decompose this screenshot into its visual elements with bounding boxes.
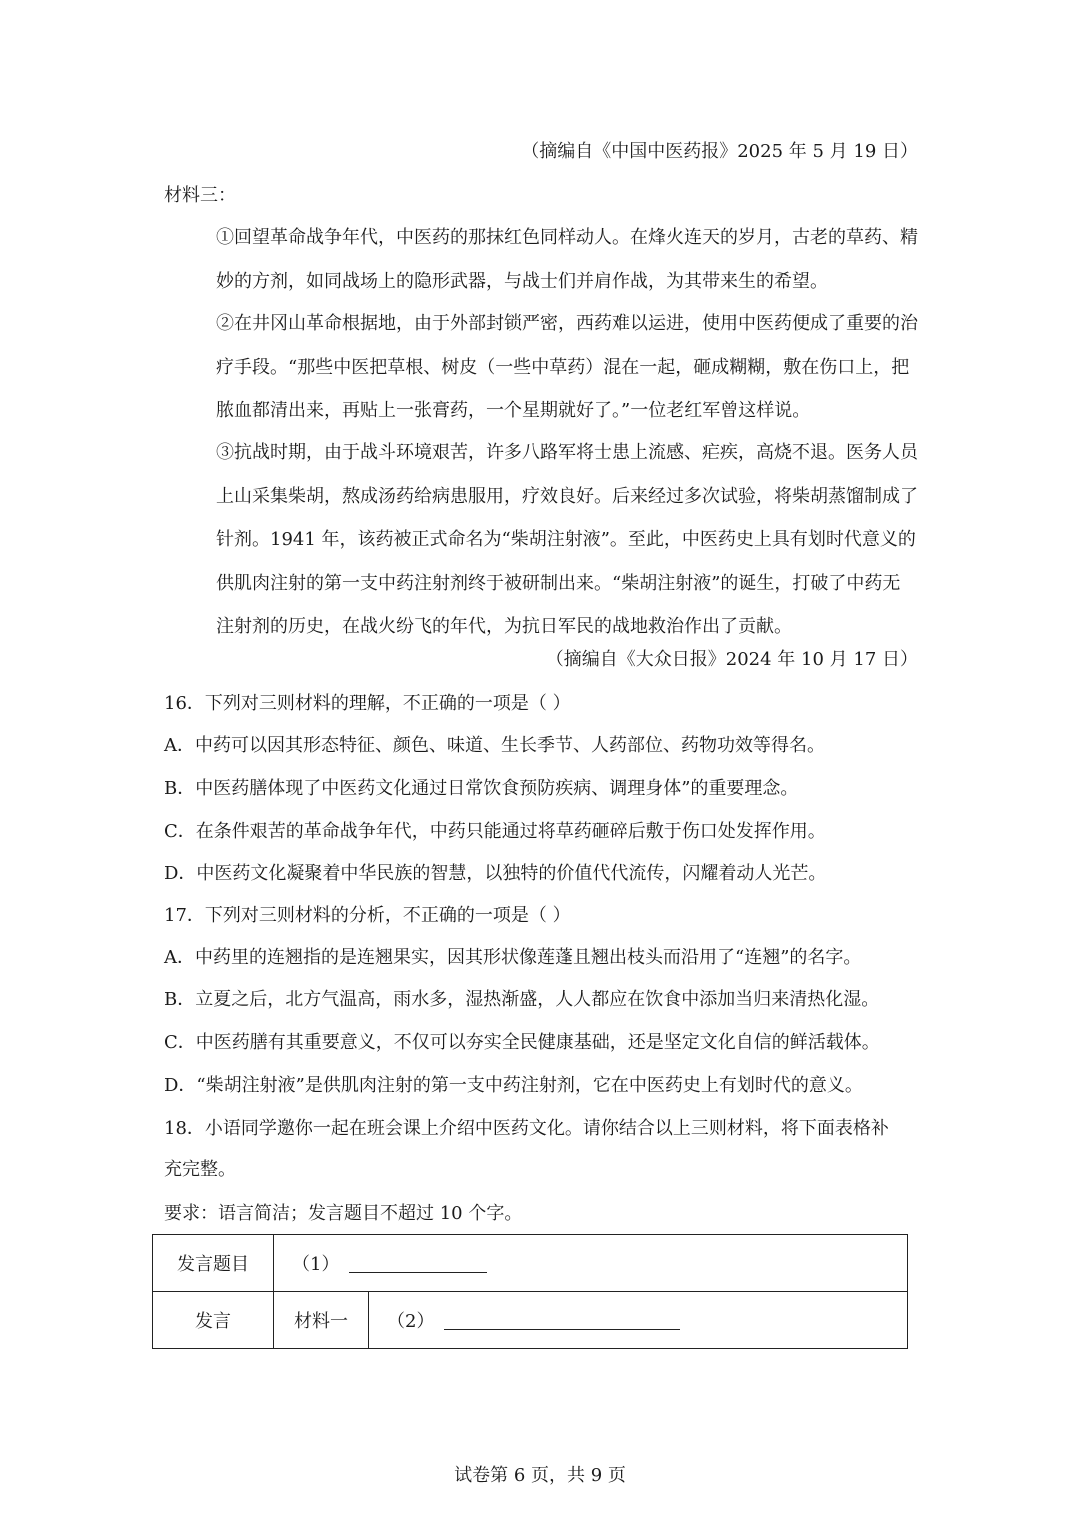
- material-3-heading: 材料三：: [164, 185, 236, 206]
- source-citation-1: （摘编自《中国中医药报》2025 年 5 月 19 日）: [521, 141, 918, 162]
- q16-stem: 16．下列对三则材料的理解，不正确的一项是（ ）: [164, 693, 571, 714]
- blank-label-1: （1）: [292, 1254, 340, 1275]
- paragraph-text: ②在井冈山革命根据地，由于外部封锁严密，西药难以运进，使用中医药便成了重要的治疗手段。“那些中医把草根、树皮（一些中草药）混在一起，砸成糊糊，敷在伤口上，把脓血都清出来，再贴上一张膏药，一个星期就好了。”一位老红军曾这样说。: [216, 313, 918, 421]
- material-3-paragraph-3: [164, 431, 918, 649]
- q16-option-c: C．在条件艰苦的革命战争年代，中药只能通过将草药砸碎后敷于伤口处发挥作用。: [164, 821, 826, 842]
- answer-blank-2[interactable]: [444, 1311, 680, 1330]
- paragraph-text: ①回望革命战争年代，中医药的那抹红色同样动人。在烽火连天的岁月，古老的草药、精妙的方剂，如同战场上的隐形武器，与战士们并肩作战，为其带来生的希望。: [216, 227, 918, 292]
- material-3-paragraph-2: [164, 302, 918, 433]
- table-label-material-1: 材料一: [274, 1292, 369, 1349]
- material-3-paragraph-1: [164, 216, 918, 303]
- q16-option-b: B．中医药膳体现了中医药文化通过日常饮食预防疾病、调理身体”的重要理念。: [164, 778, 799, 799]
- table-cell-speech: [369, 1292, 908, 1349]
- q18-stem-line1: 18．小语同学邀你一起在班会课上介绍中医药文化。请你结合以上三则材料，将下面表格补: [164, 1118, 889, 1139]
- answer-table: [152, 1234, 908, 1349]
- q17-option-d: D．“柴胡注射液”是供肌肉注射的第一支中药注射剂，它在中医药史上有划时代的意义。: [164, 1075, 863, 1096]
- q17-option-c: C．中医药膳有其重要意义，不仅可以夯实全民健康基础，还是坚定文化自信的鲜活载体。: [164, 1032, 880, 1053]
- page-footer: 试卷第 6 页，共 9 页: [454, 1465, 626, 1486]
- q18-stem-line2: 充完整。: [164, 1159, 236, 1180]
- answer-blank-1[interactable]: [349, 1254, 487, 1273]
- q17-option-a: A．中药里的连翘指的是连翘果实，因其形状像莲蓬且翘出枝头而沿用了“连翘”的名字。: [164, 947, 862, 968]
- q17-stem: 17．下列对三则材料的分析，不正确的一项是（ ）: [164, 905, 571, 926]
- table-label-speech: 发言: [153, 1292, 274, 1349]
- table-cell-title: [274, 1235, 908, 1292]
- paragraph-text: ③抗战时期，由于战斗环境艰苦，许多八路军将士患上流感、疟疾，高烧不退。医务人员上山采集柴胡，熬成汤药给病患服用，疗效良好。后来经过多次试验，将柴胡蒸馏制成了针剂。1941 年，该药被正式命名为“柴胡注射液”。至此，中医药史上具有划时代意义的供肌肉注射的第一支中药注射剂终于被研制出来。“柴胡注射液”的诞生，打破了中药无注射剂的历史，在战火纷飞的年代，为抗日军民的战地救治作出了贡献。: [216, 442, 918, 637]
- table-row: [153, 1292, 908, 1349]
- q16-option-d: D．中医药文化凝聚着中华民族的智慧，以独特的价值代代流传，闪耀着动人光芒。: [164, 863, 827, 884]
- q17-option-b: B．立夏之后，北方气温高，雨水多，湿热渐盛，人人都应在饮食中添加当归来清热化湿。: [164, 989, 880, 1010]
- table-row: [153, 1235, 908, 1292]
- q18-requirement: 要求：语言简洁；发言题目不超过 10 个字。: [164, 1203, 523, 1224]
- q16-option-a: A．中药可以因其形态特征、颜色、味道、生长季节、人药部位、药物功效等得名。: [164, 735, 825, 756]
- source-citation-3: （摘编自《大众日报》2024 年 10 月 17 日）: [545, 649, 918, 670]
- blank-label-2: （2）: [387, 1311, 435, 1332]
- table-label-title: 发言题目: [153, 1235, 274, 1292]
